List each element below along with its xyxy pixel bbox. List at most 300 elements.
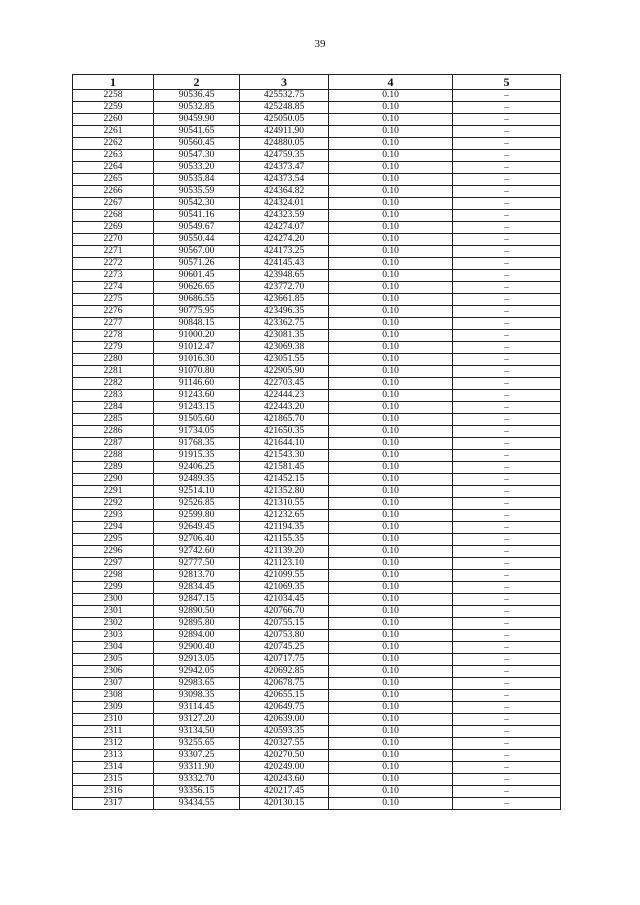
point-number-cell: 2285 — [73, 414, 154, 426]
point-number-cell: 2284 — [73, 402, 154, 414]
point-number-cell: 2293 — [73, 510, 154, 522]
error-value-cell: 0.10 — [329, 474, 453, 486]
note-cell: – — [453, 138, 561, 150]
note-cell: – — [453, 426, 561, 438]
note-cell: – — [453, 666, 561, 678]
x-coordinate-cell: 93134.50 — [154, 726, 240, 738]
note-cell: – — [453, 606, 561, 618]
point-number-cell: 2306 — [73, 666, 154, 678]
y-coordinate-cell: 421155.35 — [240, 534, 329, 546]
x-coordinate-cell: 90459.90 — [154, 114, 240, 126]
note-cell: – — [453, 162, 561, 174]
point-number-cell: 2308 — [73, 690, 154, 702]
point-number-cell: 2282 — [73, 378, 154, 390]
x-coordinate-cell: 90535.84 — [154, 174, 240, 186]
note-cell: – — [453, 678, 561, 690]
note-cell: – — [453, 366, 561, 378]
x-coordinate-cell: 93332.70 — [154, 774, 240, 786]
x-coordinate-cell: 90601.45 — [154, 270, 240, 282]
table-row — [73, 246, 561, 258]
table-row — [73, 306, 561, 318]
note-cell: – — [453, 378, 561, 390]
x-coordinate-cell: 92900.40 — [154, 642, 240, 654]
error-value-cell: 0.10 — [329, 486, 453, 498]
table-row — [73, 486, 561, 498]
note-cell: – — [453, 174, 561, 186]
error-value-cell: 0.10 — [329, 102, 453, 114]
y-coordinate-cell: 423661.85 — [240, 294, 329, 306]
x-coordinate-cell: 91505.60 — [154, 414, 240, 426]
error-value-cell: 0.10 — [329, 618, 453, 630]
point-number-cell: 2302 — [73, 618, 154, 630]
x-coordinate-cell: 91016.30 — [154, 354, 240, 366]
table-row — [73, 762, 561, 774]
error-value-cell: 0.10 — [329, 522, 453, 534]
table-row — [73, 282, 561, 294]
point-number-cell: 2314 — [73, 762, 154, 774]
point-number-cell: 2291 — [73, 486, 154, 498]
y-coordinate-cell: 424173.25 — [240, 246, 329, 258]
table-row — [73, 798, 561, 810]
x-coordinate-cell: 91768.35 — [154, 438, 240, 450]
y-coordinate-cell: 420678.75 — [240, 678, 329, 690]
point-number-cell: 2288 — [73, 450, 154, 462]
note-cell: – — [453, 558, 561, 570]
table-row — [73, 522, 561, 534]
y-coordinate-cell: 420639.00 — [240, 714, 329, 726]
error-value-cell: 0.10 — [329, 318, 453, 330]
error-value-cell: 0.10 — [329, 186, 453, 198]
y-coordinate-cell: 420243.60 — [240, 774, 329, 786]
error-value-cell: 0.10 — [329, 714, 453, 726]
x-coordinate-cell: 90626.65 — [154, 282, 240, 294]
error-value-cell: 0.10 — [329, 594, 453, 606]
x-coordinate-cell: 90775.95 — [154, 306, 240, 318]
table-row — [73, 438, 561, 450]
point-number-cell: 2271 — [73, 246, 154, 258]
point-number-cell: 2278 — [73, 330, 154, 342]
error-value-cell: 0.10 — [329, 210, 453, 222]
point-number-cell: 2312 — [73, 738, 154, 750]
table-row — [73, 150, 561, 162]
error-value-cell: 0.10 — [329, 282, 453, 294]
point-number-cell: 2317 — [73, 798, 154, 810]
table-header — [73, 75, 561, 90]
table-row — [73, 690, 561, 702]
error-value-cell: 0.10 — [329, 630, 453, 642]
column-header: 5 — [453, 75, 561, 90]
note-cell: – — [453, 318, 561, 330]
table-row — [73, 330, 561, 342]
y-coordinate-cell: 420649.75 — [240, 702, 329, 714]
x-coordinate-cell: 90532.85 — [154, 102, 240, 114]
point-number-cell: 2315 — [73, 774, 154, 786]
x-coordinate-cell: 92813.70 — [154, 570, 240, 582]
column-header: 1 — [73, 75, 154, 90]
error-value-cell: 0.10 — [329, 306, 453, 318]
x-coordinate-cell: 92706.40 — [154, 534, 240, 546]
y-coordinate-cell: 421352.80 — [240, 486, 329, 498]
y-coordinate-cell: 423362.75 — [240, 318, 329, 330]
error-value-cell: 0.10 — [329, 414, 453, 426]
table-row — [73, 654, 561, 666]
note-cell: – — [453, 222, 561, 234]
table-row — [73, 750, 561, 762]
y-coordinate-cell: 420655.15 — [240, 690, 329, 702]
note-cell: – — [453, 594, 561, 606]
table-row — [73, 666, 561, 678]
note-cell: – — [453, 618, 561, 630]
error-value-cell: 0.10 — [329, 354, 453, 366]
note-cell: – — [453, 438, 561, 450]
table-row — [73, 582, 561, 594]
x-coordinate-cell: 92777.50 — [154, 558, 240, 570]
y-coordinate-cell: 421139.20 — [240, 546, 329, 558]
x-coordinate-cell: 90535.59 — [154, 186, 240, 198]
error-value-cell: 0.10 — [329, 126, 453, 138]
error-value-cell: 0.10 — [329, 654, 453, 666]
table-row — [73, 606, 561, 618]
table-body — [73, 90, 561, 810]
y-coordinate-cell: 420755.15 — [240, 618, 329, 630]
note-cell: – — [453, 354, 561, 366]
y-coordinate-cell: 423051.55 — [240, 354, 329, 366]
table-row — [73, 222, 561, 234]
error-value-cell: 0.10 — [329, 438, 453, 450]
point-number-cell: 2259 — [73, 102, 154, 114]
error-value-cell: 0.10 — [329, 666, 453, 678]
note-cell: – — [453, 462, 561, 474]
note-cell: – — [453, 630, 561, 642]
error-value-cell: 0.10 — [329, 702, 453, 714]
x-coordinate-cell: 93098.35 — [154, 690, 240, 702]
y-coordinate-cell: 424274.20 — [240, 234, 329, 246]
point-number-cell: 2313 — [73, 750, 154, 762]
y-coordinate-cell: 421099.55 — [240, 570, 329, 582]
error-value-cell: 0.10 — [329, 402, 453, 414]
y-coordinate-cell: 421543.30 — [240, 450, 329, 462]
point-number-cell: 2309 — [73, 702, 154, 714]
y-coordinate-cell: 420217.45 — [240, 786, 329, 798]
table-row — [73, 186, 561, 198]
point-number-cell: 2258 — [73, 90, 154, 102]
y-coordinate-cell: 425050.05 — [240, 114, 329, 126]
error-value-cell: 0.10 — [329, 606, 453, 618]
point-number-cell: 2304 — [73, 642, 154, 654]
x-coordinate-cell: 93356.15 — [154, 786, 240, 798]
y-coordinate-cell: 424145.43 — [240, 258, 329, 270]
note-cell: – — [453, 498, 561, 510]
y-coordinate-cell: 425532.75 — [240, 90, 329, 102]
y-coordinate-cell: 424274.07 — [240, 222, 329, 234]
note-cell: – — [453, 258, 561, 270]
x-coordinate-cell: 90848.15 — [154, 318, 240, 330]
error-value-cell: 0.10 — [329, 342, 453, 354]
point-number-cell: 2277 — [73, 318, 154, 330]
table-row — [73, 318, 561, 330]
table-row — [73, 210, 561, 222]
note-cell: – — [453, 774, 561, 786]
note-cell: – — [453, 198, 561, 210]
point-number-cell: 2274 — [73, 282, 154, 294]
error-value-cell: 0.10 — [329, 462, 453, 474]
point-number-cell: 2287 — [73, 438, 154, 450]
x-coordinate-cell: 92942.05 — [154, 666, 240, 678]
note-cell: – — [453, 210, 561, 222]
y-coordinate-cell: 423069.38 — [240, 342, 329, 354]
table-row — [73, 354, 561, 366]
y-coordinate-cell: 420327.55 — [240, 738, 329, 750]
table-row — [73, 642, 561, 654]
x-coordinate-cell: 91734.05 — [154, 426, 240, 438]
note-cell: – — [453, 294, 561, 306]
x-coordinate-cell: 91012.47 — [154, 342, 240, 354]
x-coordinate-cell: 92649.45 — [154, 522, 240, 534]
error-value-cell: 0.10 — [329, 678, 453, 690]
point-number-cell: 2273 — [73, 270, 154, 282]
point-number-cell: 2289 — [73, 462, 154, 474]
x-coordinate-cell: 90560.45 — [154, 138, 240, 150]
y-coordinate-cell: 424323.59 — [240, 210, 329, 222]
y-coordinate-cell: 420249.00 — [240, 762, 329, 774]
y-coordinate-cell: 424324.01 — [240, 198, 329, 210]
point-number-cell: 2263 — [73, 150, 154, 162]
table-row — [73, 138, 561, 150]
point-number-cell: 2270 — [73, 234, 154, 246]
note-cell: – — [453, 726, 561, 738]
error-value-cell: 0.10 — [329, 786, 453, 798]
error-value-cell: 0.10 — [329, 534, 453, 546]
x-coordinate-cell: 90536.45 — [154, 90, 240, 102]
error-value-cell: 0.10 — [329, 150, 453, 162]
note-cell: – — [453, 342, 561, 354]
error-value-cell: 0.10 — [329, 378, 453, 390]
coordinates-table — [72, 74, 561, 810]
y-coordinate-cell: 421034.45 — [240, 594, 329, 606]
x-coordinate-cell: 90571.26 — [154, 258, 240, 270]
table-row — [73, 390, 561, 402]
x-coordinate-cell: 93127.20 — [154, 714, 240, 726]
table-row — [73, 294, 561, 306]
y-coordinate-cell: 423496.35 — [240, 306, 329, 318]
y-coordinate-cell: 422444.23 — [240, 390, 329, 402]
table-row — [73, 126, 561, 138]
point-number-cell: 2303 — [73, 630, 154, 642]
note-cell: – — [453, 582, 561, 594]
point-number-cell: 2286 — [73, 426, 154, 438]
point-number-cell: 2260 — [73, 114, 154, 126]
y-coordinate-cell: 421194.35 — [240, 522, 329, 534]
error-value-cell: 0.10 — [329, 738, 453, 750]
x-coordinate-cell: 90541.16 — [154, 210, 240, 222]
x-coordinate-cell: 92599.80 — [154, 510, 240, 522]
y-coordinate-cell: 425248.85 — [240, 102, 329, 114]
note-cell: – — [453, 642, 561, 654]
note-cell: – — [453, 114, 561, 126]
note-cell: – — [453, 246, 561, 258]
note-cell: – — [453, 750, 561, 762]
error-value-cell: 0.10 — [329, 450, 453, 462]
point-number-cell: 2299 — [73, 582, 154, 594]
error-value-cell: 0.10 — [329, 726, 453, 738]
x-coordinate-cell: 90533.20 — [154, 162, 240, 174]
y-coordinate-cell: 420745.25 — [240, 642, 329, 654]
error-value-cell: 0.10 — [329, 270, 453, 282]
x-coordinate-cell: 91243.60 — [154, 390, 240, 402]
point-number-cell: 2305 — [73, 654, 154, 666]
table-row — [73, 618, 561, 630]
note-cell: – — [453, 486, 561, 498]
error-value-cell: 0.10 — [329, 762, 453, 774]
x-coordinate-cell: 90542.30 — [154, 198, 240, 210]
note-cell: – — [453, 738, 561, 750]
error-value-cell: 0.10 — [329, 798, 453, 810]
y-coordinate-cell: 421310.55 — [240, 498, 329, 510]
table-row — [73, 546, 561, 558]
point-number-cell: 2307 — [73, 678, 154, 690]
y-coordinate-cell: 423948.65 — [240, 270, 329, 282]
column-header: 4 — [329, 75, 453, 90]
error-value-cell: 0.10 — [329, 642, 453, 654]
note-cell: – — [453, 510, 561, 522]
table-row — [73, 102, 561, 114]
table-row — [73, 630, 561, 642]
error-value-cell: 0.10 — [329, 546, 453, 558]
note-cell: – — [453, 390, 561, 402]
note-cell: – — [453, 714, 561, 726]
table-row — [73, 198, 561, 210]
note-cell: – — [453, 522, 561, 534]
x-coordinate-cell: 93311.90 — [154, 762, 240, 774]
table-row — [73, 114, 561, 126]
y-coordinate-cell: 421123.10 — [240, 558, 329, 570]
y-coordinate-cell: 422905.90 — [240, 366, 329, 378]
x-coordinate-cell: 92847.15 — [154, 594, 240, 606]
note-cell: – — [453, 90, 561, 102]
note-cell: – — [453, 402, 561, 414]
table-row — [73, 426, 561, 438]
x-coordinate-cell: 90567.00 — [154, 246, 240, 258]
x-coordinate-cell: 93255.65 — [154, 738, 240, 750]
note-cell: – — [453, 702, 561, 714]
y-coordinate-cell: 423081.35 — [240, 330, 329, 342]
table-row — [73, 786, 561, 798]
y-coordinate-cell: 420717.75 — [240, 654, 329, 666]
point-number-cell: 2316 — [73, 786, 154, 798]
note-cell: – — [453, 150, 561, 162]
table-row — [73, 594, 561, 606]
note-cell: – — [453, 102, 561, 114]
x-coordinate-cell: 91915.35 — [154, 450, 240, 462]
table-row — [73, 570, 561, 582]
note-cell: – — [453, 282, 561, 294]
header-row — [73, 75, 561, 90]
table-row — [73, 714, 561, 726]
point-number-cell: 2296 — [73, 546, 154, 558]
note-cell: – — [453, 414, 561, 426]
point-number-cell: 2279 — [73, 342, 154, 354]
table-row — [73, 366, 561, 378]
error-value-cell: 0.10 — [329, 294, 453, 306]
note-cell: – — [453, 690, 561, 702]
table-row — [73, 90, 561, 102]
x-coordinate-cell: 92742.60 — [154, 546, 240, 558]
point-number-cell: 2298 — [73, 570, 154, 582]
table-row — [73, 234, 561, 246]
y-coordinate-cell: 424364.82 — [240, 186, 329, 198]
note-cell: – — [453, 330, 561, 342]
x-coordinate-cell: 93434.55 — [154, 798, 240, 810]
table-row — [73, 726, 561, 738]
y-coordinate-cell: 420753.80 — [240, 630, 329, 642]
y-coordinate-cell: 422703.45 — [240, 378, 329, 390]
y-coordinate-cell: 421865.70 — [240, 414, 329, 426]
y-coordinate-cell: 424373.54 — [240, 174, 329, 186]
error-value-cell: 0.10 — [329, 234, 453, 246]
point-number-cell: 2269 — [73, 222, 154, 234]
x-coordinate-cell: 92526.85 — [154, 498, 240, 510]
error-value-cell: 0.10 — [329, 582, 453, 594]
table-row — [73, 702, 561, 714]
point-number-cell: 2300 — [73, 594, 154, 606]
x-coordinate-cell: 90686.55 — [154, 294, 240, 306]
y-coordinate-cell: 420130.15 — [240, 798, 329, 810]
note-cell: – — [453, 126, 561, 138]
table-row — [73, 558, 561, 570]
error-value-cell: 0.10 — [329, 510, 453, 522]
point-number-cell: 2264 — [73, 162, 154, 174]
x-coordinate-cell: 91000.20 — [154, 330, 240, 342]
table-row — [73, 498, 561, 510]
error-value-cell: 0.10 — [329, 570, 453, 582]
table-row — [73, 462, 561, 474]
note-cell: – — [453, 186, 561, 198]
note-cell: – — [453, 546, 561, 558]
page-number: 39 — [314, 38, 326, 50]
table-row — [73, 414, 561, 426]
point-number-cell: 2261 — [73, 126, 154, 138]
x-coordinate-cell: 90550.44 — [154, 234, 240, 246]
point-number-cell: 2294 — [73, 522, 154, 534]
y-coordinate-cell: 421650.35 — [240, 426, 329, 438]
note-cell: – — [453, 534, 561, 546]
error-value-cell: 0.10 — [329, 558, 453, 570]
x-coordinate-cell: 91146.60 — [154, 378, 240, 390]
x-coordinate-cell: 90541.65 — [154, 126, 240, 138]
point-number-cell: 2267 — [73, 198, 154, 210]
table-row — [73, 270, 561, 282]
table-row — [73, 342, 561, 354]
point-number-cell: 2295 — [73, 534, 154, 546]
y-coordinate-cell: 423772.70 — [240, 282, 329, 294]
x-coordinate-cell: 93114.45 — [154, 702, 240, 714]
error-value-cell: 0.10 — [329, 162, 453, 174]
y-coordinate-cell: 422443.20 — [240, 402, 329, 414]
note-cell: – — [453, 234, 561, 246]
table-row — [73, 534, 561, 546]
error-value-cell: 0.10 — [329, 366, 453, 378]
point-number-cell: 2281 — [73, 366, 154, 378]
point-number-cell: 2292 — [73, 498, 154, 510]
point-number-cell: 2266 — [73, 186, 154, 198]
point-number-cell: 2301 — [73, 606, 154, 618]
x-coordinate-cell: 92890.50 — [154, 606, 240, 618]
x-coordinate-cell: 92406.25 — [154, 462, 240, 474]
error-value-cell: 0.10 — [329, 750, 453, 762]
x-coordinate-cell: 92894.00 — [154, 630, 240, 642]
error-value-cell: 0.10 — [329, 390, 453, 402]
point-number-cell: 2297 — [73, 558, 154, 570]
